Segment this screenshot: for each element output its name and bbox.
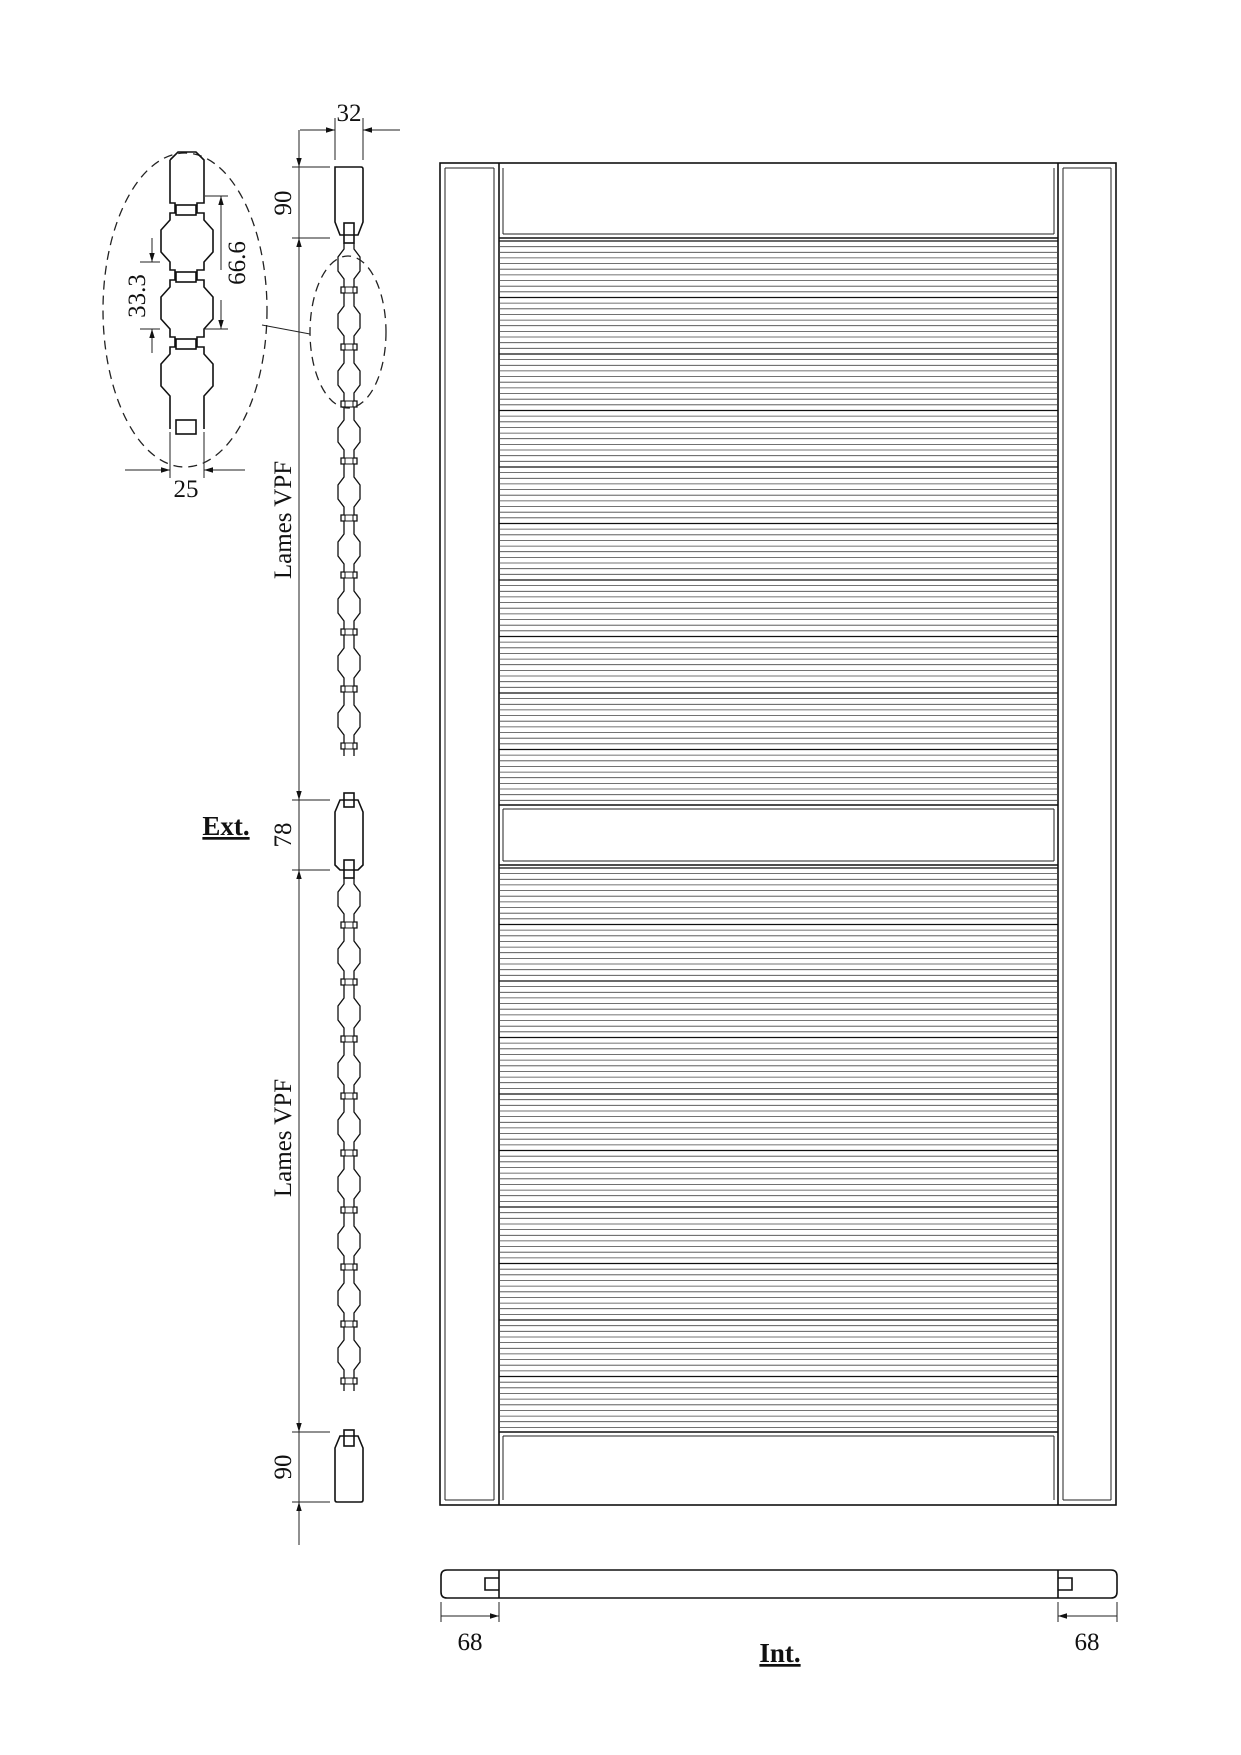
louver-tenon: [345, 743, 353, 749]
louver-tenon: [345, 629, 353, 635]
louver-tenon: [345, 287, 353, 293]
louver-tenon: [345, 922, 353, 928]
dim-middle-rail: 78: [270, 822, 297, 848]
louver-tenon: [345, 572, 353, 578]
left-stile: [445, 163, 499, 1505]
louver-lines: [499, 241, 1058, 1427]
label-louvers-lower: Lames VPF: [270, 1078, 297, 1198]
label-exterior: Ext.: [202, 811, 250, 841]
dim-right-stile: 68: [1074, 1629, 1100, 1656]
louver-tenon: [345, 1378, 353, 1384]
dim-bottom-rail: 90: [270, 1454, 297, 1480]
section-top-rail: [335, 167, 363, 235]
louver-tenon: [345, 1207, 353, 1213]
detail-louver-profile: [161, 152, 213, 429]
louver-tenon: [345, 1321, 353, 1327]
top-rail: [499, 168, 1058, 238]
dim-detail-pitch: 33.3: [124, 274, 151, 318]
louver-tenon: [345, 1093, 353, 1099]
vertical-section: [202, 100, 400, 1545]
louver-tenon: [345, 458, 353, 464]
frame-outline: [440, 163, 1116, 1505]
section-louver-profiles: [338, 243, 360, 1391]
louver-tenon: [345, 1264, 353, 1270]
label-interior: Int.: [759, 1638, 801, 1668]
bottom-rail: [499, 1432, 1058, 1500]
dim-detail-louver-thickness: 25: [173, 476, 199, 503]
louver-tenon: [345, 1036, 353, 1042]
louver-tenon: [345, 344, 353, 350]
louver-tenon: [345, 686, 353, 692]
louver-tenon: [345, 515, 353, 521]
plan-section: [441, 1570, 1117, 1668]
louver-profile-chain: [338, 878, 360, 1391]
dim-detail-double-pitch: 66.6: [224, 241, 251, 285]
label-louvers-upper: Lames VPF: [270, 460, 297, 580]
dim-left-stile: 68: [457, 1629, 483, 1656]
dim-top-rail: 90: [270, 190, 297, 216]
front-elevation: [440, 163, 1116, 1505]
right-stile: [1058, 163, 1111, 1505]
middle-rail: [499, 805, 1058, 865]
louver-tenon: [345, 979, 353, 985]
louver-profile-chain: [338, 243, 360, 756]
dim-section-thickness: 32: [336, 100, 362, 127]
louver-tenon: [345, 1150, 353, 1156]
louver-tenon: [345, 401, 353, 407]
detail-marker-ellipse: [310, 256, 386, 408]
